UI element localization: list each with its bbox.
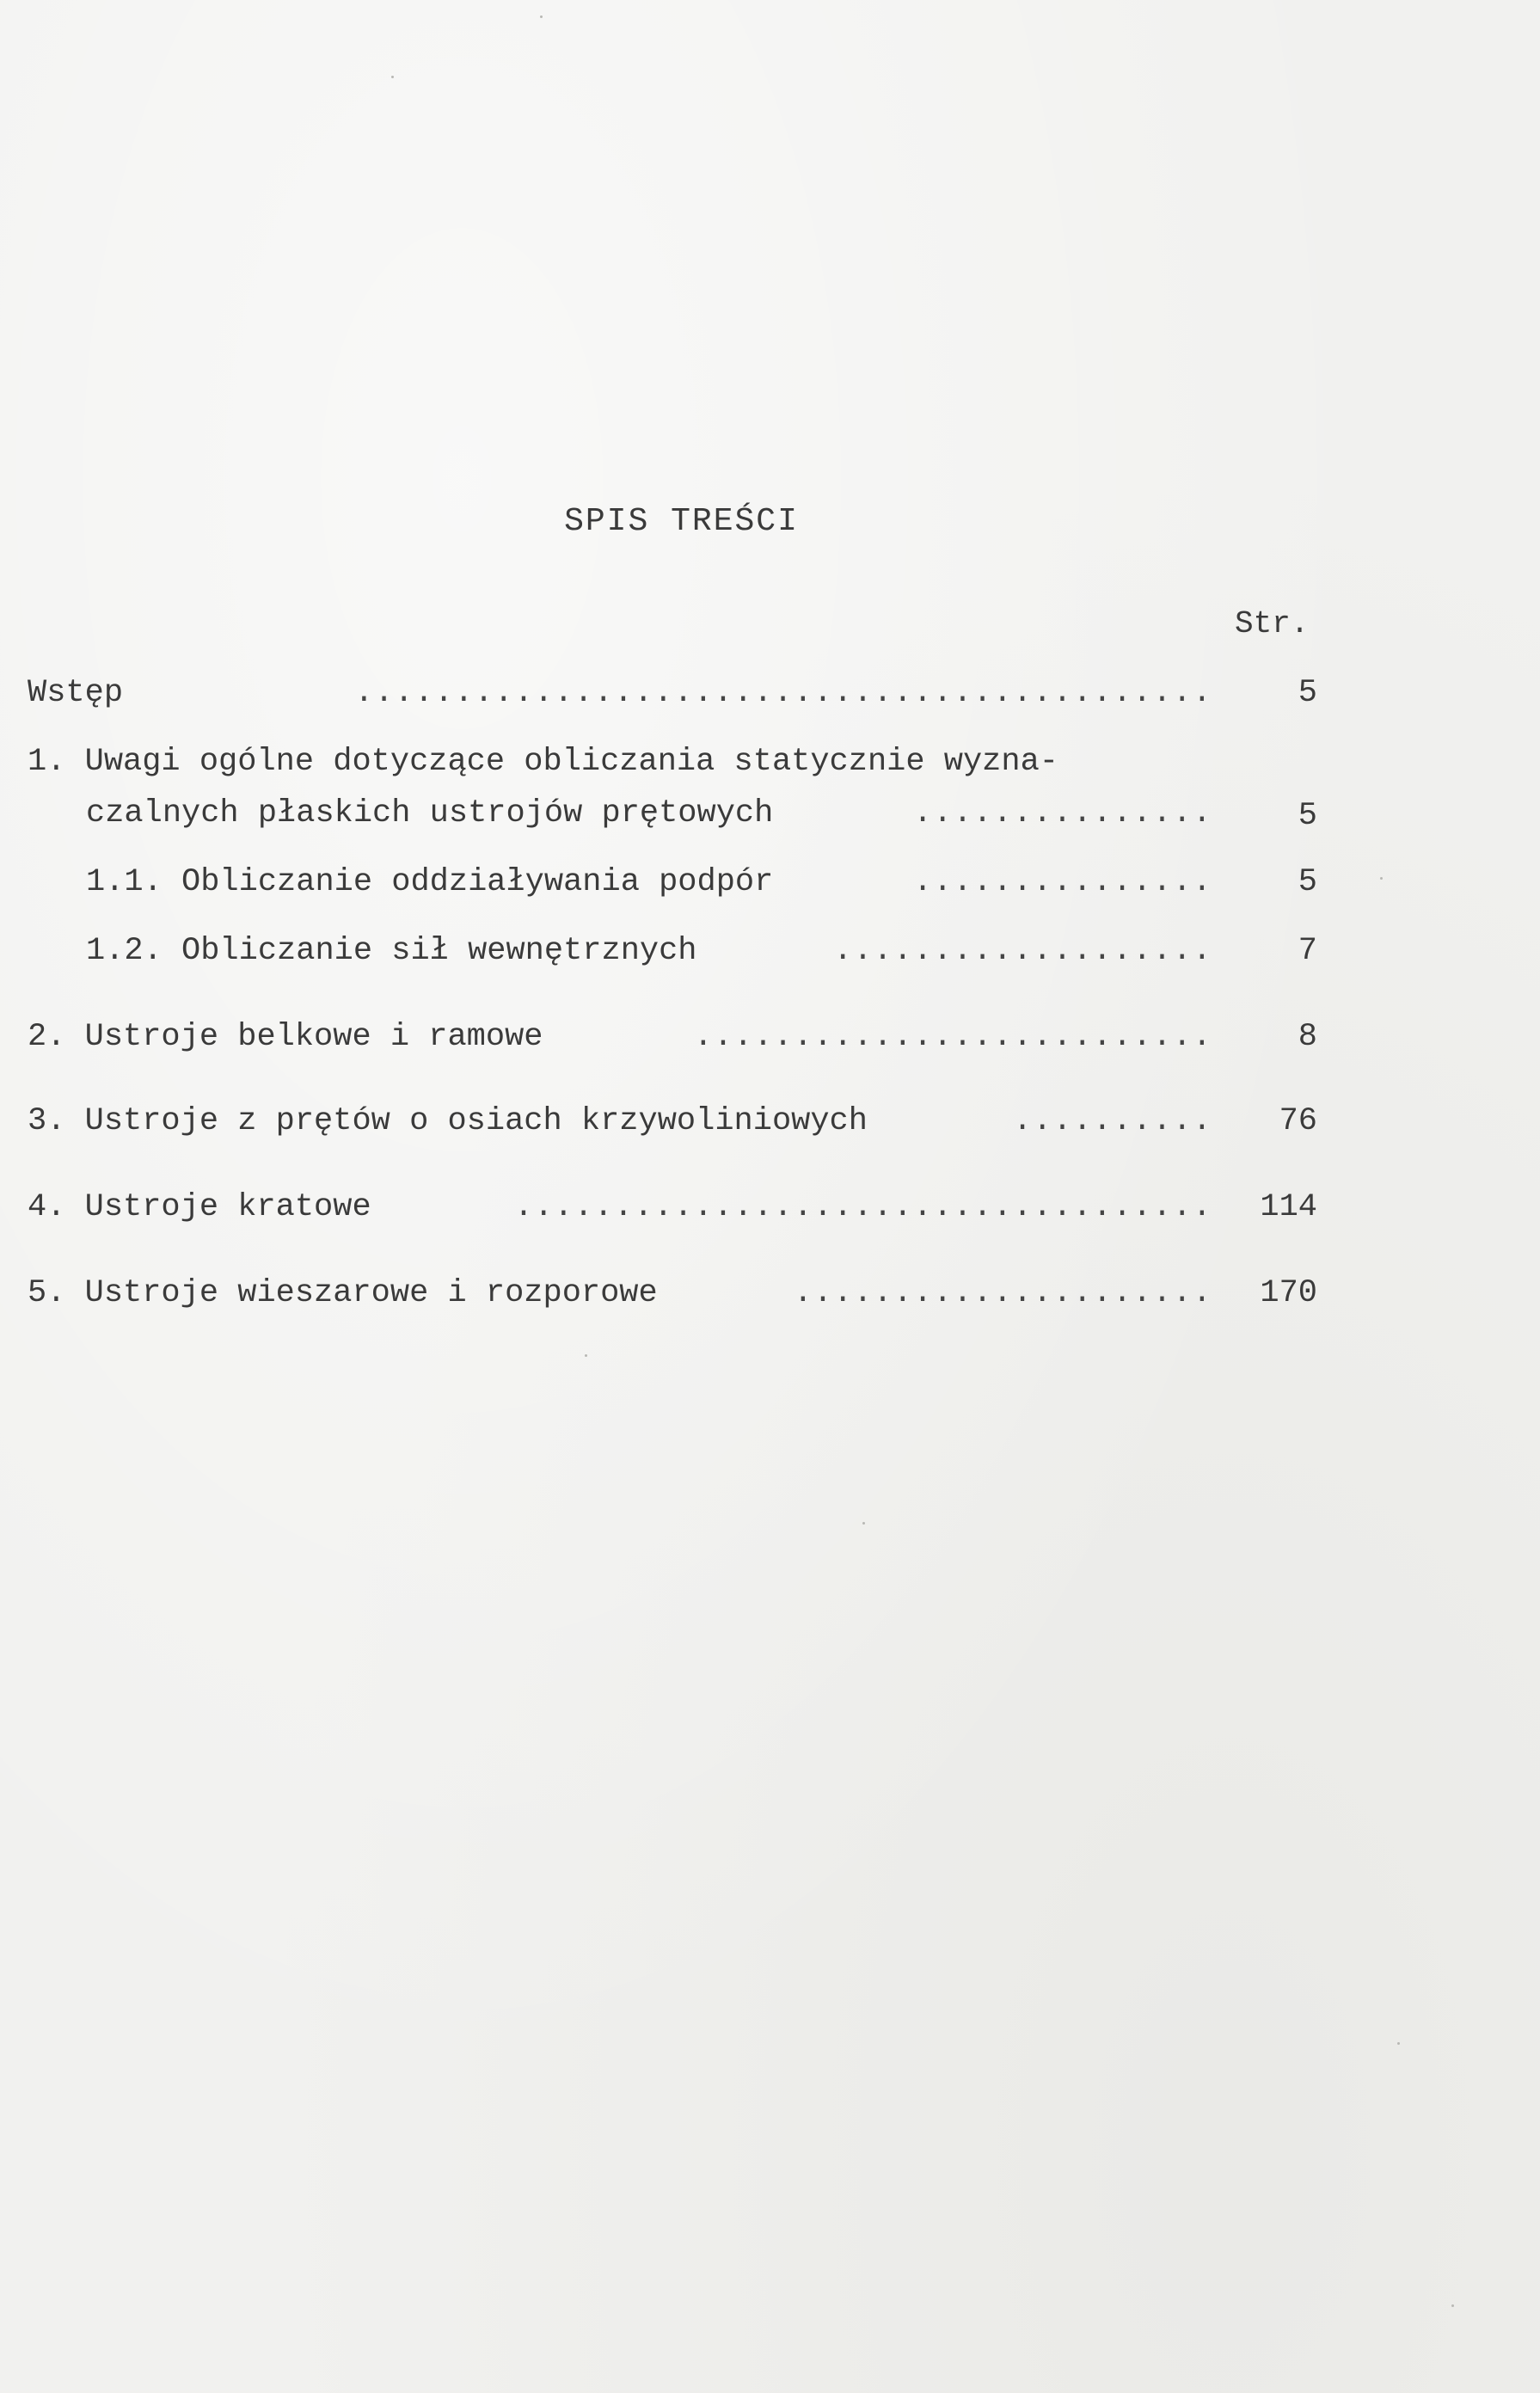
toc-entry-chapter-4: 4. Ustroje kratowe: [28, 1189, 371, 1225]
scan-speck: [1380, 877, 1383, 880]
toc-page-number: 114: [1260, 1189, 1317, 1225]
page-column-label: Str.: [1235, 606, 1310, 641]
scan-speck: [862, 1522, 865, 1525]
toc-entry-chapter-1-line2: czalnych płaskich ustrojów prętowych: [86, 795, 774, 831]
scan-speck: [1397, 2042, 1400, 2045]
toc-page-number: 8: [1298, 1019, 1317, 1055]
toc-entry-chapter-1-line1: 1. Uwagi ogólne dotyczące obliczania statycznie wyzna-: [28, 744, 1058, 780]
leader-dots: ...................: [833, 933, 1212, 969]
leader-dots: ...................................: [513, 1189, 1212, 1225]
scan-speck: [540, 15, 543, 18]
toc-entry-introduction: Wstęp: [28, 675, 124, 711]
scan-speck: [391, 76, 394, 78]
toc-entry-chapter-2: 2. Ustroje belkowe i ramowe: [28, 1019, 543, 1055]
toc-page-number: 5: [1298, 864, 1317, 900]
leader-dots: ...............: [912, 795, 1212, 831]
leader-dots: ...........................................: [354, 675, 1212, 711]
leader-dots: ...............: [912, 864, 1212, 900]
toc-title: SPIS TREŚCI: [564, 503, 799, 540]
toc-page-number: 170: [1260, 1275, 1317, 1311]
toc-page-number: 76: [1279, 1103, 1317, 1139]
leader-dots: ..........................: [693, 1019, 1212, 1055]
toc-entry-section-1-2: 1.2. Obliczanie sił wewnętrznych: [86, 933, 697, 969]
leader-dots: .....................: [793, 1275, 1212, 1311]
toc-entry-chapter-5: 5. Ustroje wieszarowe i rozporowe: [28, 1275, 658, 1311]
toc-page-number: 5: [1298, 675, 1317, 711]
toc-page-number: 7: [1298, 933, 1317, 969]
toc-page-number: 5: [1298, 798, 1317, 834]
scan-speck: [1451, 2304, 1454, 2307]
scan-speck: [585, 1354, 587, 1357]
leader-dots: ..........: [1012, 1103, 1212, 1139]
toc-entry-section-1-1: 1.1. Obliczanie oddziaływania podpór: [86, 864, 774, 900]
toc-entry-chapter-3: 3. Ustroje z prętów o osiach krzywoliniowych: [28, 1103, 868, 1139]
